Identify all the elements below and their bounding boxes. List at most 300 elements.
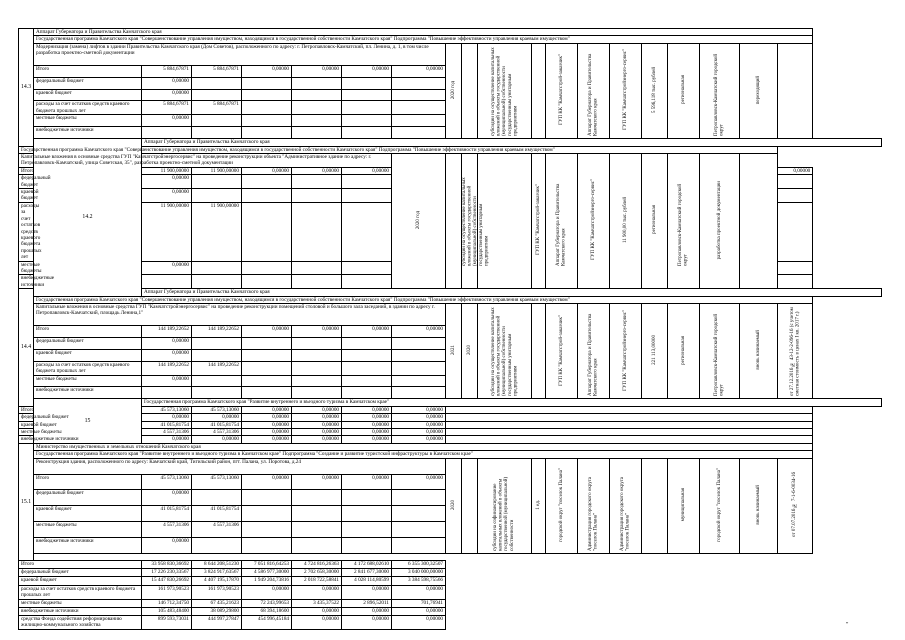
status-note-text: разработка проектной документации [716,180,722,260]
line-label: внебюджетные источники [34,127,142,139]
line-label: местные бюджеты [34,522,142,538]
customer [546,458,578,553]
line-value [192,375,242,387]
ownership [668,43,700,138]
capacity [642,303,668,398]
line-value: 0,00000 [142,175,192,189]
line-value [142,275,192,289]
project-id: 15.1 [19,443,34,560]
line-value: 0,00000 [392,474,446,490]
year-end-text: 2020 [466,344,472,355]
totals-value: 4 028 114,80599 [342,577,392,585]
location [700,303,740,398]
line-label: федеральный бюджет [34,490,142,506]
line-value [342,115,392,127]
empty-cell [446,429,813,436]
totals-value: 1 949 204,73816 [242,577,292,585]
line-value: 0,00000 [142,538,192,554]
line-value: 4 557,31306 [142,522,192,538]
budget-manager-text: Аппарат Губернатора и Правительства Камчатского края [587,313,599,396]
line-value [292,127,342,139]
capacity-text: 221 113,00000 [651,335,657,365]
line-value [392,375,446,387]
recipient [578,154,610,289]
line-value: 11 900,00000 [142,167,192,174]
line-value [778,261,813,275]
line-value: 0,00000 [392,406,446,413]
location [700,458,740,553]
totals-value: 3 435,37522 [292,599,342,607]
line-value [192,349,242,361]
ownership-text: муниципальная [680,487,686,522]
totals-value: 4 724 816,26363 [292,561,342,569]
line-value: 0,00000 [142,77,192,89]
line-value [242,202,292,261]
page-mark: " [846,622,849,628]
agency-name: Аппарат Губернатора и Правительства Камчатского края [142,139,882,146]
line-value [292,538,342,554]
recipient [610,303,642,398]
line-value [392,522,446,538]
program-name: Государственная программа Камчатского края "Совершенствование управления имуществом, находящимся в государственной собственности Камчатского края" Подпрограмма "Повышение эффективности управления краевым имуществом" [34,296,813,303]
line-value [778,175,813,189]
line-value [192,77,242,89]
status-note [740,458,778,553]
line-label: местные бюджеты [34,375,142,387]
line-value: 0,00000 [292,167,342,174]
line-value: 0,00000 [292,406,342,413]
line-value [192,490,242,506]
line-value [292,261,342,275]
line-label: краевой бюджет [34,349,142,361]
funding-direction-text: субсидии на осуществление капитальных вложений в объекты государственной (муниципальной) собственности государственным унитарным предприятиям [490,47,518,136]
line-value [242,538,292,554]
unit [532,43,546,138]
location [700,43,740,138]
line-value: 45 573,13060 [192,474,242,490]
estimate-note [778,303,813,398]
line-value [192,538,242,554]
line-value [342,375,392,387]
line-value [392,538,446,554]
totals-value: 701,76941 [392,599,446,607]
line-value [292,175,342,189]
totals-value: 38 089,29800 [192,607,242,615]
capacity-text: 11 900,00 тыс. рублей [622,196,628,243]
customer-text: городской округ "поселок Палана" [558,467,564,542]
line-value: 41 015,81754 [192,421,242,428]
totals-value: 2 018 722,58841 [292,577,342,585]
line-value [292,202,342,261]
location-text: Петропавловск-Камчатский городской округ [713,313,725,396]
totals-value: 4 586 977,30000 [242,569,292,577]
line-value: 0,00000 [242,406,292,413]
line-value: 4 557,31306 [142,429,192,436]
totals-value: 0,00000 [292,585,342,599]
object-name: Реконструкция здания, расположенного по адресу: Камчатский край, Тигильский район, пгт. Палана, ул. Поротова, д.24 [34,458,446,474]
line-value: 45 573,13060 [192,406,242,413]
line-value [342,261,392,275]
capacity-text: 5 596,118 тыс. рублей [651,66,657,113]
unit [532,303,546,398]
line-label: расходы за счет остатков средств краевого бюджета прошлых лет [19,202,34,261]
line-value [292,522,342,538]
totals-value: 2 896,52011 [342,599,392,607]
line-value [392,101,446,115]
line-value [342,77,392,89]
line-label: внебюджетные источники [19,275,34,289]
location-text: Петропавловск-Камчатский городской округ [677,183,689,266]
line-value: 4 557,31306 [192,522,242,538]
capacity [642,43,668,138]
line-value [192,261,242,275]
line-value [342,127,392,139]
line-value: 0,00000 [142,490,192,506]
recipient-text: ГУП КК "Камчатстройэнерго-сервис" [622,49,628,131]
line-label: федеральный бюджет [19,414,34,421]
line-value [342,490,392,506]
line-label: краевой бюджет [34,506,142,522]
line-value: 0,00000 [292,414,342,421]
line-value: 0,00000 [292,326,342,338]
line-value: 0,00000 [142,436,192,443]
line-value: 0,00000 [342,167,392,174]
line-value: 11 900,00000 [142,202,192,261]
line-label: местные бюджеты [19,261,34,275]
line-value: 0,00000 [342,65,392,77]
table-body [19,29,882,630]
line-value: 0,00000 [142,414,192,421]
line-value [778,189,813,203]
line-value [292,387,342,399]
line-value [242,89,292,101]
line-value: 0,00000 [778,167,813,174]
status-note [700,154,740,289]
totals-value: 17 226 230,33567 [142,569,192,577]
line-value [242,375,292,387]
program-name: Государственная программа Камчатского края "Развитие внутреннего и въездного туризма в Камчатском крае" [142,399,882,406]
line-value: 4 557,31306 [192,429,242,436]
funding-direction [478,43,532,138]
budget-manager [578,458,610,553]
totals-value: 0,00000 [342,585,392,599]
line-value [192,189,242,203]
line-value: 0,00000 [142,375,192,387]
line-value [242,387,292,399]
status-note-text: вновь начинаемый [755,330,761,370]
budget-table [18,28,882,630]
totals-label: федеральный бюджет [19,569,142,577]
customer-text: ГУП КК "Камчатстрой-заказчик" [558,54,564,126]
line-value: 144 189,22652 [142,361,192,375]
year-end [462,43,478,138]
line-value [242,506,292,522]
estimate-note-text: от 27.12.2016 № 43-12-2-096-16 (с учетом сметная стоимость в ценах I кв. 2017 г.) [789,307,801,396]
line-value [292,337,342,349]
line-value [242,77,292,89]
line-value: 0,00000 [392,65,446,77]
status-note [740,303,778,398]
year-start-text: 2020 год [450,80,456,99]
recipient-text: ГУП КК "Камчатстройэнерго-сервис" [622,309,628,391]
line-value: 5 884,67871 [142,65,192,77]
funding-direction-text: субсидии на осуществление капитальных вложений в объекты государственной (муниципальной) собственности государственным унитарным предприятиям [462,177,490,266]
line-value: 0,00000 [342,421,392,428]
year-start-text: 2021 [450,344,456,355]
totals-label: краевой бюджет [19,577,142,585]
line-value: 0,00000 [342,326,392,338]
line-value: 0,00000 [342,436,392,443]
project-id: 14.3 [19,29,34,147]
line-value [242,349,292,361]
line-value [242,261,292,275]
empty-cell [446,436,813,443]
line-value: 41 015,81754 [142,506,192,522]
line-value [192,387,242,399]
line-value: 0,00000 [242,414,292,421]
line-value [342,275,392,289]
line-value: 0,00000 [392,429,446,436]
capacity [610,154,642,289]
unit [532,458,546,553]
ownership-text: региональная [651,205,657,235]
line-value: 144 189,22652 [192,326,242,338]
line-value: 0,00000 [392,326,446,338]
agency-name: Аппарат Губернатора и Правительства Камчатского края [142,289,882,296]
spacer [34,554,882,561]
totals-value: 2 841 677,30000 [342,569,392,577]
year-start [446,458,462,553]
year-start [446,43,462,138]
line-value: 0,00000 [342,474,392,490]
empty-cell [446,414,813,421]
totals-value: 4 172 688,02610 [342,561,392,569]
customer [532,154,546,289]
line-value [242,115,292,127]
line-value [192,337,242,349]
status-note [740,43,778,138]
totals-value: 899 593,73031 [142,615,192,629]
totals-value: 0,00000 [392,615,446,629]
totals-value: 161 973,90523 [192,585,242,599]
line-value [242,337,292,349]
totals-value: 72 243,99653 [242,599,292,607]
line-label: федеральный бюджет [34,77,142,89]
line-value: 0,00000 [342,429,392,436]
year-end [446,154,462,289]
line-value [392,77,446,89]
line-value: 0,00000 [242,421,292,428]
line-value: 0,00000 [142,349,192,361]
capacity [642,458,668,553]
totals-value: 0,00000 [292,607,342,615]
budget-manager [578,303,610,398]
line-value [392,115,446,127]
line-value [242,490,292,506]
line-value: 0,00000 [392,421,446,428]
location-text: городской округ "поселок Палана" [716,467,722,542]
object-name: Модернизация (замена) лифтов в здании Правительства Камчатского края (Дом Советов), расположенного по адресу: г. Петропавловск-Камчатский, пл. Ленина, д. 1, в том числе разработка проектно-сметной документации [34,43,446,65]
line-value [192,175,242,189]
line-value: 0,00000 [392,436,446,443]
line-value [342,337,392,349]
funding-direction-text: субсидии на осуществление капитальных вложений в объекты государственной (муниципальной) собственности государственным унитарным предприятиям [490,307,518,396]
ownership-text: региональная [680,335,686,365]
line-value [392,361,446,375]
line-label: Итого [34,65,142,77]
line-value [292,115,342,127]
line-value: 0,00000 [192,414,242,421]
estimate-note [740,154,778,289]
line-value [242,522,292,538]
totals-value: 6 355 300,32507 [392,561,446,569]
unit-text: 1 ед. [535,499,541,510]
line-value: 41 015,81754 [142,421,192,428]
line-label: краевой бюджет [19,421,34,428]
line-value: 41 015,81754 [192,506,242,522]
document-sheet [18,28,882,630]
year-start [446,303,462,398]
totals-value: 454 996,45184 [242,615,292,629]
totals-label: расходы за счет остатков средств краевого бюджета прошлых лет [19,585,142,599]
line-value [342,361,392,375]
line-value [342,202,392,261]
line-value: 0,00000 [342,414,392,421]
program-name: Государственная программа Камчатского края "Развитие внутреннего и въездного туризма в Камчатском крае" Подпрограмма "Создание и развитие туристской инфраструктуры в Камчатском крае" [34,451,813,458]
totals-value: 4 407 195,17870 [192,577,242,585]
line-label: краевой бюджет [34,89,142,101]
line-value [342,538,392,554]
status-note-text: переходящий [755,75,761,104]
totals-value: 0,00000 [392,607,446,615]
line-value [292,101,342,115]
year-end [462,303,478,398]
line-label: Итого [19,167,34,174]
line-value [292,375,342,387]
budget-manager-text: Администрация городского округа "поселок Палана" [587,476,599,551]
line-value: 0,00000 [242,167,292,174]
line-label: Итого [19,406,34,413]
totals-value: 68 394,18600 [242,607,292,615]
line-value: 5 884,67871 [192,65,242,77]
totals-label: средства Фонда содействия реформированию жилищно-коммунального хозяйства [19,615,142,629]
totals-value: 3 384 598,75566 [392,577,446,585]
line-value: 0,00000 [292,474,342,490]
line-value [342,522,392,538]
customer-text: ГУП КК "Камчатстрой-заказчик" [535,184,541,256]
line-value: 0,00000 [192,436,242,443]
budget-manager [578,43,610,138]
empty-cell [446,421,813,428]
line-value [292,361,342,375]
line-value: 11 900,00000 [192,202,242,261]
totals-value: 0,00000 [342,615,392,629]
line-value: 11 900,00000 [192,167,242,174]
ownership [668,303,700,398]
totals-value: 444 997,27847 [192,615,242,629]
line-value: 0,00000 [242,429,292,436]
agency-name: Министерство имущественных и земельных отношений Камчатского края [34,443,813,450]
location [668,154,700,289]
line-label: расходы за счет остатков средств краевого бюджета прошлых лет [34,101,142,115]
year-start-text: 2020 [450,499,456,510]
line-value: 0,00000 [142,115,192,127]
totals-value: 161 973,90523 [142,585,192,599]
line-value [392,337,446,349]
totals-value: 0,00000 [342,607,392,615]
line-value: 144 189,22652 [142,326,192,338]
line-label: внебюджетные источники [19,436,34,443]
totals-value: 0,00000 [242,585,292,599]
ownership [642,154,668,289]
line-label: краевой бюджет [19,189,34,203]
recipient [610,458,642,553]
totals-value: 7 051 816,64253 [242,561,292,569]
line-label: Итого [34,474,142,490]
totals-label: местные бюджеты [19,599,142,607]
line-value: 0,00000 [142,261,192,275]
line-value [242,101,292,115]
totals-value: 3 040 000,00000 [392,569,446,577]
totals-value: 33 958 830,36692 [142,561,192,569]
line-value: 0,00000 [242,474,292,490]
totals-value: 146 712,34750 [142,599,192,607]
line-value: 0,00000 [342,406,392,413]
ownership [668,458,700,553]
line-value [242,127,292,139]
line-value: 0,00000 [292,429,342,436]
totals-value: 3 824 917,63567 [192,569,242,577]
line-value: 5 884,67871 [142,101,192,115]
line-value [192,275,242,289]
project-id: 14.4 [19,289,34,407]
funding-direction [462,154,490,289]
line-value [192,115,242,127]
line-value [242,275,292,289]
line-value [342,349,392,361]
line-value [292,89,342,101]
totals-value: 15 447 830,26692 [142,577,192,585]
agency-name: Аппарат Губернатора и Правительства Камчатского края [34,29,813,36]
line-value: 0,00000 [292,436,342,443]
line-label: Итого [34,326,142,338]
line-value: 0,00000 [242,436,292,443]
line-value: 0,00000 [142,189,192,203]
line-value: 0,00000 [242,326,292,338]
line-value: 144 189,22652 [192,361,242,375]
line-label: внебюджетные источники [34,538,142,554]
line-value: 45 573,13060 [142,406,192,413]
totals-label: внебюджетные источники [19,607,142,615]
line-value [392,490,446,506]
line-value: 0,00000 [142,89,192,101]
totals-value: 2 702 658,30000 [292,569,342,577]
estimate-note [778,458,813,553]
estimate-note [778,43,813,138]
project-id: 15 [34,399,142,443]
line-label: внебюджетные источники [34,387,142,399]
totals-value: 0,00000 [292,615,342,629]
line-label: местные бюджеты [34,115,142,127]
line-value: 0,00000 [242,65,292,77]
estimate-note-text: от 07.07.2016 № 7-1-6-0034-16 [792,472,798,538]
line-value [192,89,242,101]
project-id: 14.2 [34,139,142,296]
line-value [342,101,392,115]
recipient-text: ГУП КК "Камчатстройэнерго-сервис" [590,179,596,261]
line-value [342,506,392,522]
totals-label: Итого [19,561,142,569]
